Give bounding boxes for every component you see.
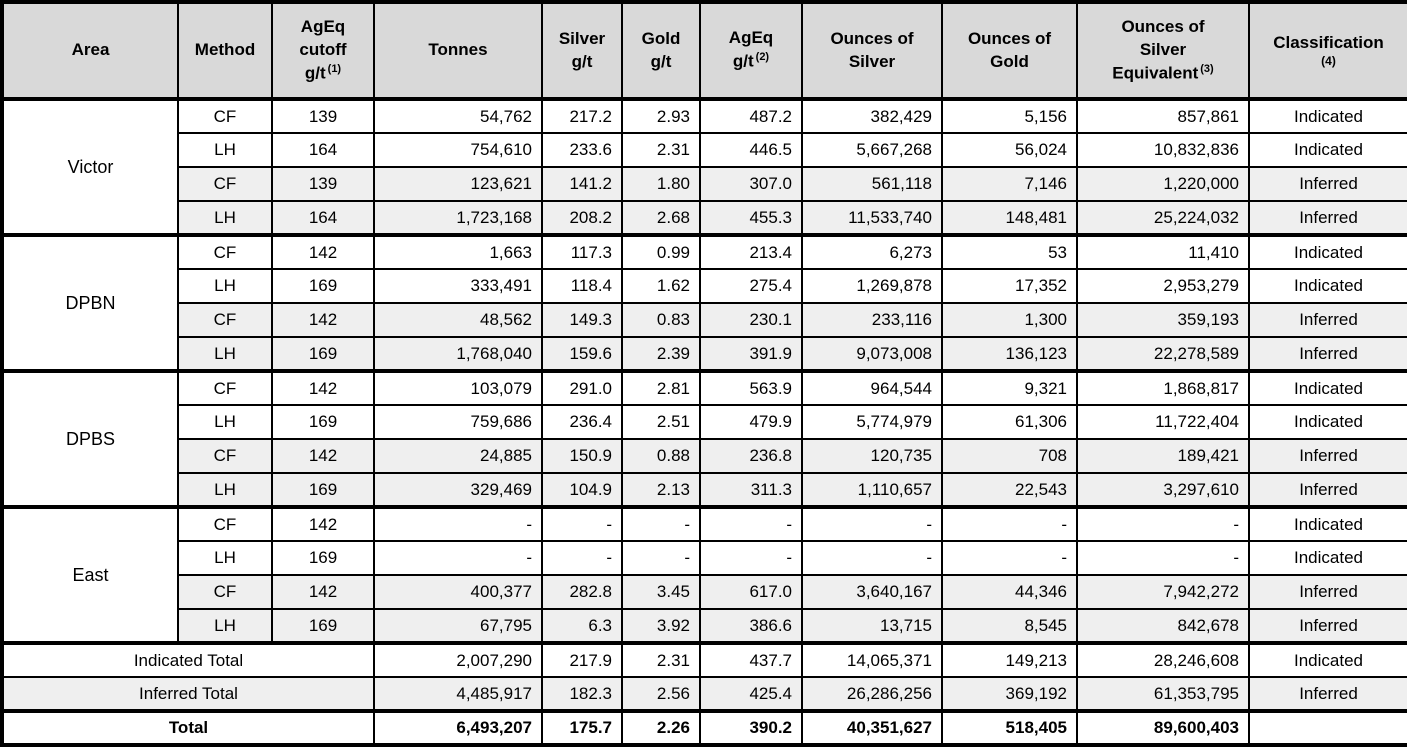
- header-label: Ounces of: [830, 28, 914, 48]
- cell-cutoff: 142: [272, 507, 374, 541]
- table-row: [2, 201, 1407, 235]
- cell-tonnes: 1,768,040: [374, 337, 542, 371]
- cell-oz-gold: 56,024: [942, 133, 1077, 167]
- cell-tonnes: 1,723,168: [374, 201, 542, 235]
- cell-silver: 141.2: [542, 167, 622, 201]
- total-cell-oz-gold: 149,213: [942, 643, 1077, 677]
- cell-ageq: 487.2: [700, 99, 802, 133]
- cell-oz-ageq: 3,297,610: [1077, 473, 1249, 507]
- area-cell: East: [2, 507, 178, 643]
- cell-classification: Inferred: [1249, 167, 1407, 201]
- cell-gold: 2.68: [622, 201, 700, 235]
- cell-oz-silver: 9,073,008: [802, 337, 942, 371]
- table-header: [2, 2, 1407, 99]
- table-row: [2, 337, 1407, 371]
- total-cell-classification: [1249, 711, 1407, 745]
- cell-classification: Indicated: [1249, 235, 1407, 269]
- cell-cutoff: 142: [272, 575, 374, 609]
- cell-ageq: 213.4: [700, 235, 802, 269]
- cell-gold: 2.51: [622, 405, 700, 439]
- header-label: Area: [71, 40, 110, 60]
- header-label: g/t: [304, 63, 326, 83]
- header-label: g/t: [650, 51, 672, 71]
- header-label: Tonnes: [428, 40, 488, 60]
- cell-oz-gold: -: [942, 507, 1077, 541]
- table-row: [2, 609, 1407, 643]
- cell-tonnes: 1,663: [374, 235, 542, 269]
- cell-cutoff: 139: [272, 167, 374, 201]
- cell-silver: 104.9: [542, 473, 622, 507]
- table-row: [2, 235, 1407, 269]
- cell-method: LH: [178, 473, 272, 507]
- total-label: Total: [2, 711, 374, 745]
- cell-tonnes: 333,491: [374, 269, 542, 303]
- cell-silver: 150.9: [542, 439, 622, 473]
- header-label: Silver: [558, 28, 606, 48]
- header-label: Gold: [990, 51, 1029, 71]
- cell-gold: 2.13: [622, 473, 700, 507]
- cell-gold: -: [622, 541, 700, 575]
- table-row: [2, 167, 1407, 201]
- cell-tonnes: -: [374, 507, 542, 541]
- cell-tonnes: 754,610: [374, 133, 542, 167]
- cell-method: LH: [178, 269, 272, 303]
- cell-silver: 159.6: [542, 337, 622, 371]
- cell-ageq: 236.8: [700, 439, 802, 473]
- cell-gold: 0.88: [622, 439, 700, 473]
- cell-oz-gold: 5,156: [942, 99, 1077, 133]
- cell-oz-gold: 9,321: [942, 371, 1077, 405]
- table-row: [2, 133, 1407, 167]
- cell-oz-gold: 1,300: [942, 303, 1077, 337]
- cell-ageq: -: [700, 541, 802, 575]
- header-label: AgEq: [300, 16, 346, 36]
- cell-gold: 1.80: [622, 167, 700, 201]
- cell-oz-gold: 44,346: [942, 575, 1077, 609]
- cell-method: CF: [178, 507, 272, 541]
- cell-cutoff: 164: [272, 133, 374, 167]
- cell-method: LH: [178, 541, 272, 575]
- table-row: [2, 405, 1407, 439]
- header-row: [2, 2, 1407, 99]
- cell-oz-silver: 382,429: [802, 99, 942, 133]
- cell-oz-silver: 1,269,878: [802, 269, 942, 303]
- cell-oz-gold: 708: [942, 439, 1077, 473]
- col-header-tonnes: [374, 2, 542, 99]
- cell-oz-silver: -: [802, 541, 942, 575]
- table-row: [2, 269, 1407, 303]
- total-cell-tonnes: 6,493,207: [374, 711, 542, 745]
- header-label: AgEq: [728, 28, 774, 48]
- cell-gold: 2.81: [622, 371, 700, 405]
- cell-silver: 217.2: [542, 99, 622, 133]
- cell-cutoff: 169: [272, 269, 374, 303]
- footnote-ref: (1): [327, 62, 342, 75]
- cell-method: LH: [178, 337, 272, 371]
- cell-classification: Indicated: [1249, 371, 1407, 405]
- cell-oz-gold: 8,545: [942, 609, 1077, 643]
- cell-oz-silver: 120,735: [802, 439, 942, 473]
- cell-oz-gold: 7,146: [942, 167, 1077, 201]
- total-cell-silver: 175.7: [542, 711, 622, 745]
- cell-ageq: 446.5: [700, 133, 802, 167]
- cell-oz-ageq: 11,722,404: [1077, 405, 1249, 439]
- total-cell-oz-silver: 40,351,627: [802, 711, 942, 745]
- total-cell-oz-gold: 518,405: [942, 711, 1077, 745]
- cell-method: CF: [178, 575, 272, 609]
- cell-classification: Inferred: [1249, 337, 1407, 371]
- cell-cutoff: 142: [272, 371, 374, 405]
- cell-oz-ageq: 25,224,032: [1077, 201, 1249, 235]
- cell-tonnes: 123,621: [374, 167, 542, 201]
- header-label: Ounces of: [1121, 16, 1205, 36]
- total-cell-gold: 2.26: [622, 711, 700, 745]
- cell-gold: 3.45: [622, 575, 700, 609]
- cell-method: CF: [178, 99, 272, 133]
- cell-tonnes: 24,885: [374, 439, 542, 473]
- area-cell: Victor: [2, 99, 178, 235]
- cell-ageq: -: [700, 507, 802, 541]
- total-cell-oz-silver: 14,065,371: [802, 643, 942, 677]
- cell-oz-silver: 1,110,657: [802, 473, 942, 507]
- header-label: g/t: [732, 51, 754, 71]
- cell-gold: 2.31: [622, 133, 700, 167]
- cell-silver: 291.0: [542, 371, 622, 405]
- cell-silver: 118.4: [542, 269, 622, 303]
- cell-cutoff: 142: [272, 439, 374, 473]
- cell-silver: 117.3: [542, 235, 622, 269]
- cell-classification: Inferred: [1249, 575, 1407, 609]
- cell-classification: Indicated: [1249, 541, 1407, 575]
- header-label: Classification: [1273, 33, 1384, 53]
- cell-ageq: 230.1: [700, 303, 802, 337]
- cell-cutoff: 139: [272, 99, 374, 133]
- col-header-gold: [622, 2, 700, 99]
- cell-ageq: 479.9: [700, 405, 802, 439]
- cell-ageq: 391.9: [700, 337, 802, 371]
- cell-ageq: 307.0: [700, 167, 802, 201]
- cell-silver: 149.3: [542, 303, 622, 337]
- total-cell-oz-gold: 369,192: [942, 677, 1077, 711]
- total-cell-ageq: 425.4: [700, 677, 802, 711]
- header-label: cutoff: [299, 39, 347, 59]
- col-header-area: [2, 2, 178, 99]
- table-row: [2, 473, 1407, 507]
- cell-gold: 2.39: [622, 337, 700, 371]
- cell-oz-gold: 22,543: [942, 473, 1077, 507]
- cell-oz-ageq: 11,410: [1077, 235, 1249, 269]
- header-label: Method: [194, 40, 256, 60]
- total-cell-silver: 217.9: [542, 643, 622, 677]
- cell-oz-silver: 561,118: [802, 167, 942, 201]
- total-cell-classification: Inferred: [1249, 677, 1407, 711]
- cell-oz-silver: 233,116: [802, 303, 942, 337]
- cell-cutoff: 142: [272, 235, 374, 269]
- cell-tonnes: 759,686: [374, 405, 542, 439]
- cell-tonnes: 48,562: [374, 303, 542, 337]
- table-row: [2, 371, 1407, 405]
- cell-gold: 0.99: [622, 235, 700, 269]
- grand-total-row: [2, 711, 1407, 745]
- table-row: [2, 507, 1407, 541]
- col-header-method: [178, 2, 272, 99]
- cell-tonnes: 400,377: [374, 575, 542, 609]
- total-row: [2, 643, 1407, 677]
- cell-oz-ageq: -: [1077, 541, 1249, 575]
- cell-gold: 1.62: [622, 269, 700, 303]
- cell-ageq: 617.0: [700, 575, 802, 609]
- cell-silver: 233.6: [542, 133, 622, 167]
- cell-oz-ageq: 10,832,836: [1077, 133, 1249, 167]
- cell-oz-silver: -: [802, 507, 942, 541]
- cell-ageq: 311.3: [700, 473, 802, 507]
- cell-ageq: 563.9: [700, 371, 802, 405]
- cell-oz-silver: 5,774,979: [802, 405, 942, 439]
- total-cell-oz-ageq: 61,353,795: [1077, 677, 1249, 711]
- cell-classification: Inferred: [1249, 473, 1407, 507]
- col-header-oz-silver: [802, 2, 942, 99]
- table-row: [2, 439, 1407, 473]
- cell-classification: Indicated: [1249, 405, 1407, 439]
- cell-classification: Inferred: [1249, 439, 1407, 473]
- cell-method: LH: [178, 201, 272, 235]
- cell-oz-ageq: 1,868,817: [1077, 371, 1249, 405]
- cell-oz-ageq: 857,861: [1077, 99, 1249, 133]
- cell-ageq: 455.3: [700, 201, 802, 235]
- cell-tonnes: 67,795: [374, 609, 542, 643]
- header-label: Ounces of: [967, 28, 1052, 48]
- cell-method: CF: [178, 371, 272, 405]
- total-cell-oz-ageq: 89,600,403: [1077, 711, 1249, 745]
- total-cell-tonnes: 4,485,917: [374, 677, 542, 711]
- header-label: Gold: [641, 28, 681, 48]
- area-cell: DPBS: [2, 371, 178, 507]
- footnote-ref: (4): [1321, 54, 1336, 69]
- cell-oz-ageq: 842,678: [1077, 609, 1249, 643]
- cell-oz-ageq: -: [1077, 507, 1249, 541]
- cell-method: LH: [178, 609, 272, 643]
- cell-oz-silver: 11,533,740: [802, 201, 942, 235]
- cell-cutoff: 169: [272, 541, 374, 575]
- cell-oz-gold: 136,123: [942, 337, 1077, 371]
- cell-silver: 6.3: [542, 609, 622, 643]
- col-header-classification: [1249, 2, 1407, 99]
- header-label: Silver: [848, 51, 896, 71]
- cell-method: CF: [178, 439, 272, 473]
- cell-classification: Indicated: [1249, 133, 1407, 167]
- col-header-cutoff: [272, 2, 374, 99]
- cell-cutoff: 169: [272, 405, 374, 439]
- header-label: Silver: [1139, 39, 1187, 59]
- cell-cutoff: 169: [272, 473, 374, 507]
- cell-method: CF: [178, 167, 272, 201]
- area-cell: DPBN: [2, 235, 178, 371]
- cell-cutoff: 169: [272, 337, 374, 371]
- cell-ageq: 386.6: [700, 609, 802, 643]
- cell-ageq: 275.4: [700, 269, 802, 303]
- cell-gold: -: [622, 507, 700, 541]
- total-row: [2, 677, 1407, 711]
- cell-cutoff: 169: [272, 609, 374, 643]
- cell-silver: -: [542, 507, 622, 541]
- cell-oz-silver: 5,667,268: [802, 133, 942, 167]
- cell-oz-ageq: 189,421: [1077, 439, 1249, 473]
- cell-oz-ageq: 7,942,272: [1077, 575, 1249, 609]
- total-cell-classification: Indicated: [1249, 643, 1407, 677]
- total-label: Indicated Total: [2, 643, 374, 677]
- cell-oz-silver: 13,715: [802, 609, 942, 643]
- cell-gold: 2.93: [622, 99, 700, 133]
- table-row: [2, 541, 1407, 575]
- cell-oz-ageq: 1,220,000: [1077, 167, 1249, 201]
- total-label: Inferred Total: [2, 677, 374, 711]
- total-cell-silver: 182.3: [542, 677, 622, 711]
- header-label: g/t: [571, 51, 593, 71]
- header-label: Equivalent: [1112, 63, 1199, 83]
- total-cell-tonnes: 2,007,290: [374, 643, 542, 677]
- cell-oz-gold: 17,352: [942, 269, 1077, 303]
- cell-method: CF: [178, 303, 272, 337]
- total-cell-oz-ageq: 28,246,608: [1077, 643, 1249, 677]
- footnote-ref: (2): [755, 51, 770, 64]
- cell-tonnes: 54,762: [374, 99, 542, 133]
- cell-silver: 208.2: [542, 201, 622, 235]
- cell-silver: 282.8: [542, 575, 622, 609]
- cell-method: LH: [178, 133, 272, 167]
- cell-cutoff: 164: [272, 201, 374, 235]
- col-header-silver: [542, 2, 622, 99]
- table-body: [2, 99, 1407, 745]
- table-row: [2, 99, 1407, 133]
- cell-classification: Inferred: [1249, 609, 1407, 643]
- cell-oz-gold: 148,481: [942, 201, 1077, 235]
- cell-oz-silver: 3,640,167: [802, 575, 942, 609]
- cell-tonnes: 103,079: [374, 371, 542, 405]
- cell-classification: Indicated: [1249, 507, 1407, 541]
- col-header-ageq: [700, 2, 802, 99]
- col-header-oz-gold: [942, 2, 1077, 99]
- cell-cutoff: 142: [272, 303, 374, 337]
- total-cell-ageq: 437.7: [700, 643, 802, 677]
- cell-tonnes: 329,469: [374, 473, 542, 507]
- cell-oz-gold: -: [942, 541, 1077, 575]
- cell-classification: Inferred: [1249, 201, 1407, 235]
- cell-silver: -: [542, 541, 622, 575]
- total-cell-gold: 2.31: [622, 643, 700, 677]
- cell-silver: 236.4: [542, 405, 622, 439]
- cell-oz-gold: 53: [942, 235, 1077, 269]
- table-row: [2, 303, 1407, 337]
- total-cell-gold: 2.56: [622, 677, 700, 711]
- cell-oz-ageq: 359,193: [1077, 303, 1249, 337]
- cell-tonnes: -: [374, 541, 542, 575]
- footnote-ref: (3): [1200, 62, 1214, 75]
- total-cell-oz-silver: 26,286,256: [802, 677, 942, 711]
- cell-oz-gold: 61,306: [942, 405, 1077, 439]
- cell-oz-ageq: 22,278,589: [1077, 337, 1249, 371]
- cell-classification: Inferred: [1249, 303, 1407, 337]
- cell-method: CF: [178, 235, 272, 269]
- cell-classification: Indicated: [1249, 99, 1407, 133]
- cell-classification: Indicated: [1249, 269, 1407, 303]
- total-cell-ageq: 390.2: [700, 711, 802, 745]
- cell-oz-silver: 964,544: [802, 371, 942, 405]
- cell-method: LH: [178, 405, 272, 439]
- table-row: [2, 575, 1407, 609]
- cell-oz-ageq: 2,953,279: [1077, 269, 1249, 303]
- cell-gold: 0.83: [622, 303, 700, 337]
- cell-oz-silver: 6,273: [802, 235, 942, 269]
- col-header-oz-ageq: [1077, 2, 1249, 99]
- cell-gold: 3.92: [622, 609, 700, 643]
